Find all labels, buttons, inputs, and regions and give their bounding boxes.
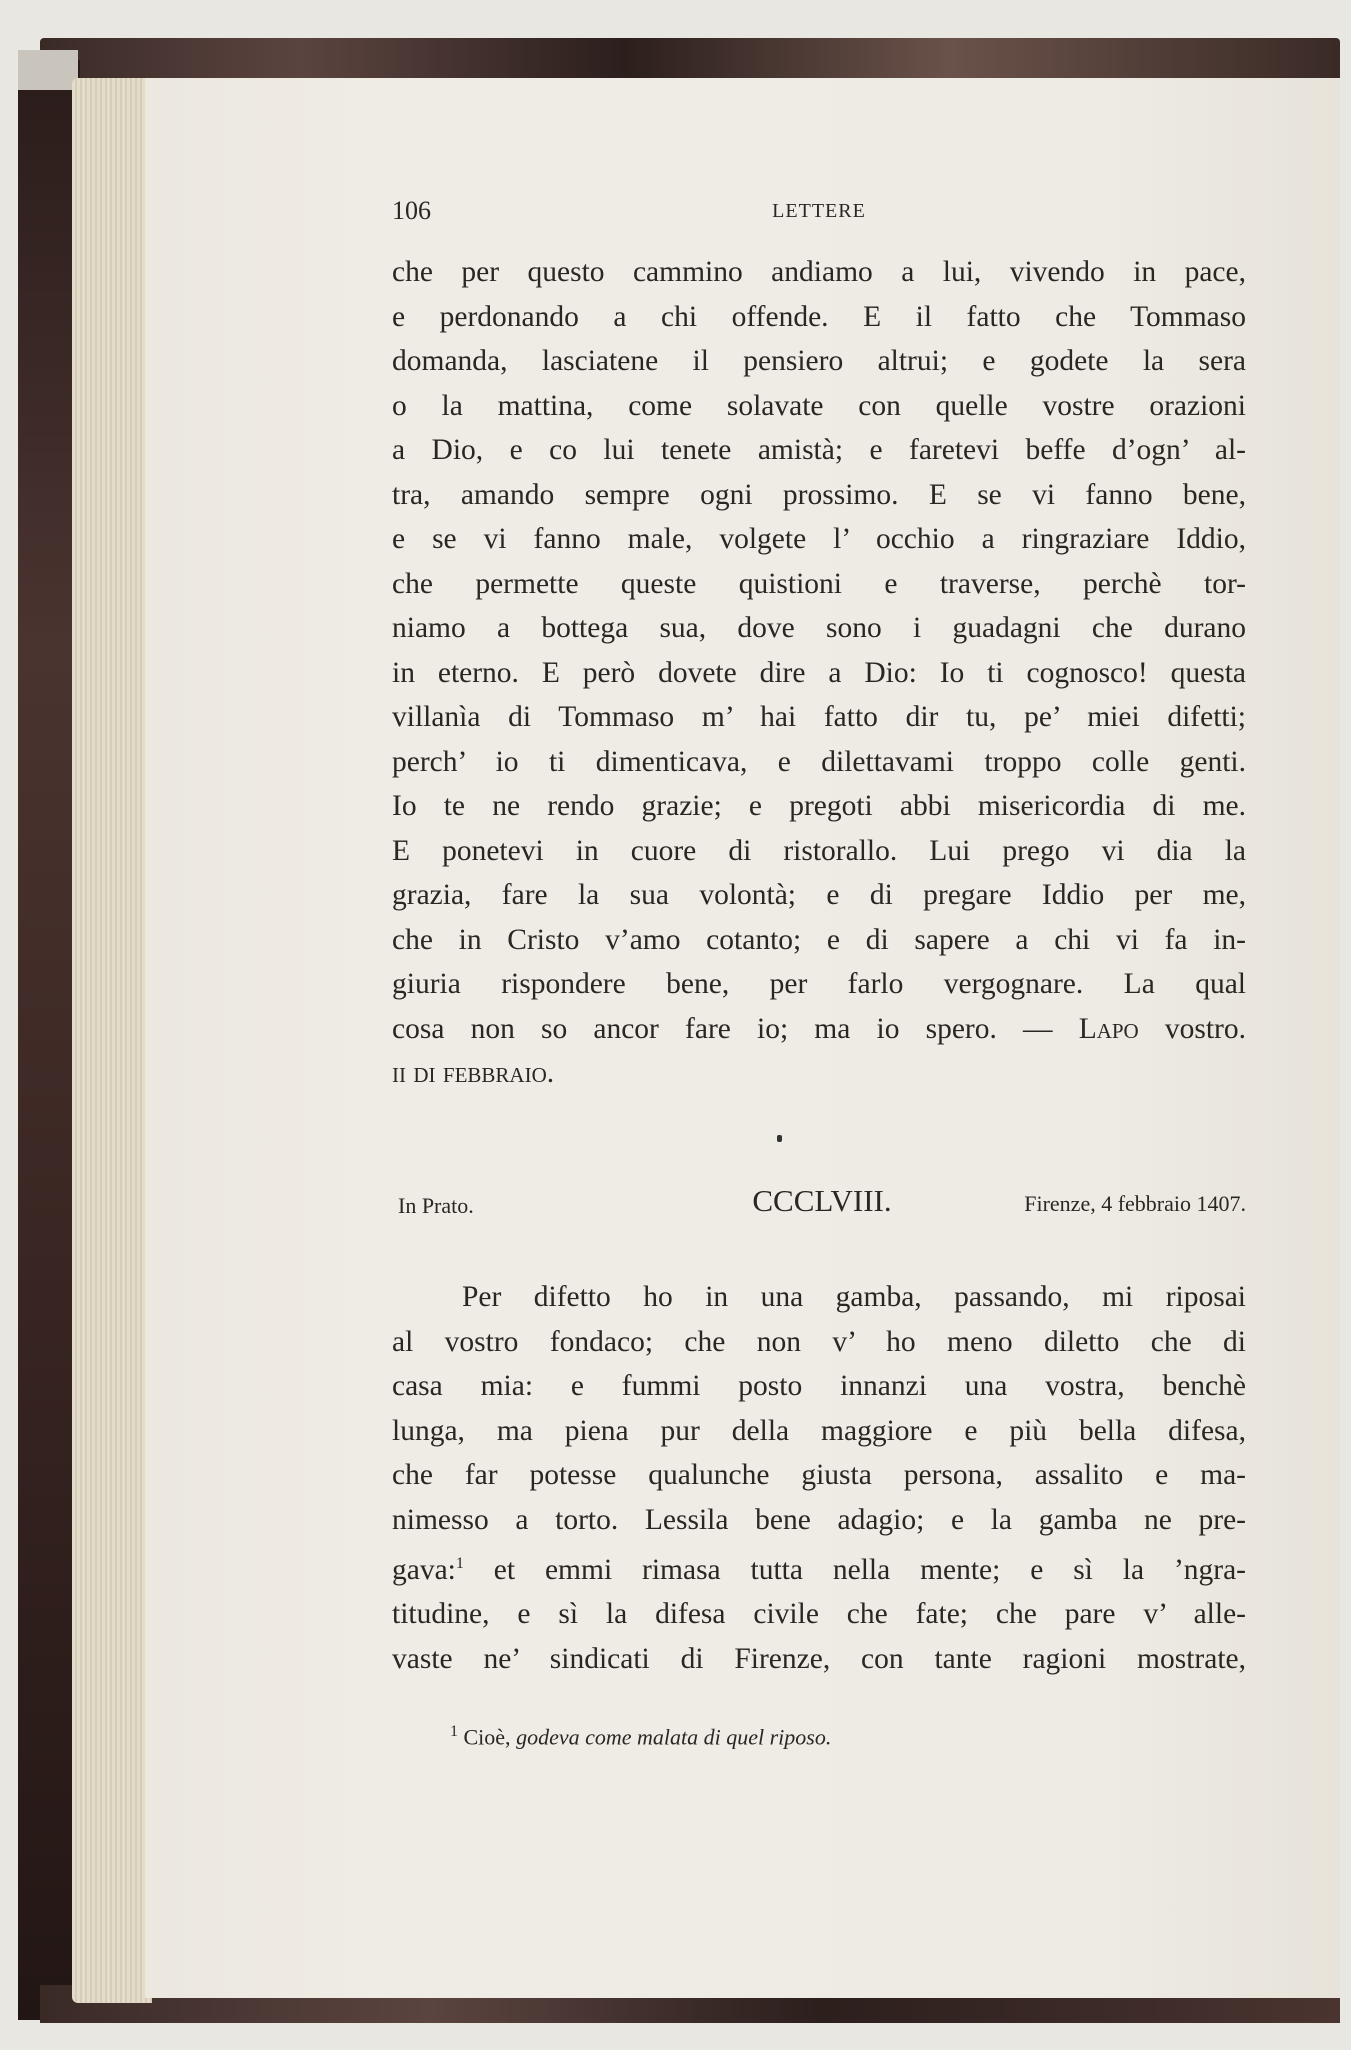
letter-recipient: In Prato. (398, 1193, 474, 1218)
text-line: casa mia: e fummi posto innanzi una vostra, benchè (392, 1370, 1246, 1402)
text-line: a Dio, e co lui tenete amistà; e faretevi beffe d’ogn’ al- (392, 434, 1246, 466)
ink-speck (777, 1135, 782, 1142)
text-line: al vostro fondaco; che non v’ ho meno diletto che di (392, 1325, 1246, 1358)
text-fragment: cosa non so ancor fare io; ma io spero. — (392, 1012, 1053, 1045)
text-line: grazia, fare la sua volontà; e di pregare Iddio per me, (392, 879, 1246, 911)
text-line: e se vi fanno male, volgete l’ occhio a ringraziare Iddio, (392, 523, 1246, 555)
text-line: e perdonando a chi offende. E il fatto che Tommaso (392, 300, 1246, 333)
text-line: che permette queste quistioni e traverse, perchè tor- (392, 567, 1246, 600)
text-line: Io te ne rendo grazie; e pregoti abbi misericordia di me. (392, 790, 1246, 822)
page-number: 106 (392, 196, 431, 225)
text-line: nimesso a torto. Lessila bene adagio; e la gamba ne pre- (392, 1503, 1246, 1536)
text-line: perch’ io ti dimenticava, e dilettavami troppo colle genti. (392, 745, 1246, 778)
book-cover-spine (18, 60, 80, 2020)
text-line: domanda, lasciatene il pensiero altrui; e godete la sera (392, 345, 1246, 377)
text-line: che far potesse qualunche giusta persona, assalito e ma- (392, 1459, 1246, 1491)
letter-1-text (392, 250, 1246, 1096)
text-line: niamo a bottega sua, dove sono i guadagni che durano (392, 612, 1246, 644)
text-line: in eterno. E però dovete dire a Dio: Io ti cognosco! questa (392, 656, 1246, 689)
footnote-text: godeva come malata di quel riposo. (516, 1724, 832, 1750)
text-line: o la mattina, come solavate con quelle vostre orazioni (392, 389, 1246, 422)
page-header (392, 196, 1246, 232)
text-line: ii di febbraio. (392, 1057, 555, 1089)
text-line: E ponetevi in cuore di ristorallo. Lui prego vi dia la (392, 834, 1246, 867)
letter-heading (398, 1183, 1246, 1223)
text-line: che per questo cammino andiamo a lui, vivendo in pace, (392, 256, 1246, 288)
text-fragment: et emmi rimasa tutta nella mente; e sì la ’ngra- (493, 1553, 1247, 1586)
letter-2-text (392, 1275, 1246, 1681)
text-line: giuria rispondere bene, per farlo vergognare. La qual (392, 968, 1246, 1000)
page-stack-edge (72, 78, 152, 2003)
letter-number: CCCLVIII. (752, 1183, 892, 1218)
text-line (392, 1007, 1246, 1052)
text-line: lunga, ma piena pur della maggiore e più bella difesa, (392, 1414, 1246, 1447)
text-line: che in Cristo v’amo cotanto; e di sapere a chi vi fa in- (392, 923, 1246, 956)
text-fragment: gava: (392, 1553, 456, 1586)
running-title: LETTERE (772, 200, 866, 222)
cover-corner (18, 50, 78, 90)
text-fragment: vostro. (1164, 1012, 1246, 1045)
footnote-lead: Cioè, (463, 1724, 511, 1750)
letter-place-date: Firenze, 4 febbraio 1407. (1024, 1191, 1246, 1216)
text-line: Per difetto ho in una gamba, passando, mi riposai (462, 1281, 1246, 1313)
text-line: villanìa di Tommaso m’ hai fatto dir tu, pe’ miei difetti; (392, 701, 1246, 733)
signature: Lapo (1078, 1012, 1139, 1045)
text-line (392, 1542, 1246, 1592)
text-line: titudine, e sì la difesa civile che fate; che pare v’ alle- (392, 1598, 1246, 1631)
footnote-marker: 1 (450, 1723, 458, 1740)
footnote-ref: 1 (455, 1555, 464, 1572)
text-line: vaste ne’ sindicati di Firenze, con tante ragioni mostrate, (392, 1642, 1246, 1675)
footnote (450, 1723, 831, 1750)
text-line: tra, amando sempre ogni prossimo. E se vi fanno bene, (392, 478, 1246, 511)
